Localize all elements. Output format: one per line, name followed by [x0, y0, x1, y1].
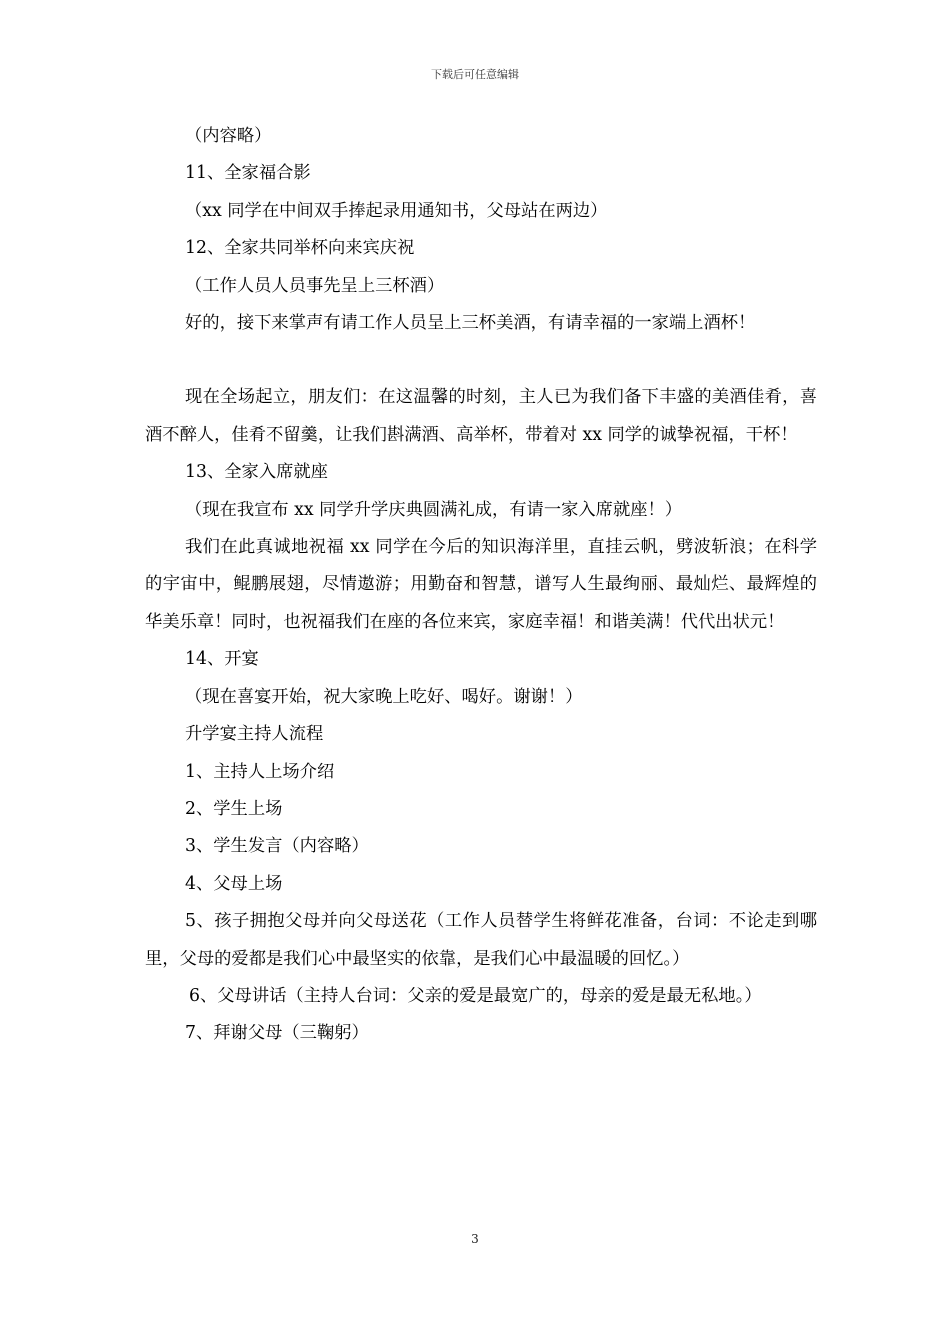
paragraph: （现在我宣布 xx 同学升学庆典圆满礼成，有请一家入席就座！）: [185, 499, 683, 520]
list-item: 6、父母讲话（主持人台词：父亲的爱是最宽广的，母亲的爱是最无私地。）: [189, 985, 762, 1006]
list-item: 7、拜谢父母（三鞠躬）: [185, 1023, 369, 1044]
paragraph: 现在全场起立，朋友们：在这温馨的时刻，主人已为我们备下丰盛的美酒佳肴，喜酒不醉人，佳肴不留羹，让我们斟满酒、高举杯，带着对 xx 同学的诚挚祝福，干杯！: [145, 387, 817, 445]
document-body: [145, 118, 817, 1053]
section-heading: 13、全家入席就座: [185, 462, 328, 483]
page-number: 3: [471, 1232, 479, 1246]
blank-line: [145, 342, 817, 379]
page-header: 下载后可任意编辑: [431, 68, 519, 81]
paragraph: （xx 同学在中间双手捧起录用通知书，父母站在两边）: [185, 200, 608, 221]
list-item: 2、学生上场: [185, 798, 283, 819]
list-item: 5、孩子拥抱父母并向父母送花（工作人员替学生将鲜花准备，台词：不论走到哪里，父母的爱都是我们心中最坚实的依靠，是我们心中最温暖的回忆。）: [145, 911, 817, 969]
section-heading: 11、全家福合影: [185, 163, 311, 184]
paragraph: （现在喜宴开始，祝大家晚上吃好、喝好。谢谢！）: [185, 686, 583, 707]
section-title: 升学宴主持人流程: [185, 724, 324, 745]
section-heading: 14、开宴: [185, 649, 259, 670]
paragraph: （工作人员人员事先呈上三杯酒）: [185, 275, 445, 296]
paragraph: （内容略）: [185, 126, 272, 146]
section-heading: 12、全家共同举杯向来宾庆祝: [185, 238, 415, 259]
list-item: 4、父母上场: [185, 873, 283, 894]
paragraph: 好的，接下来掌声有请工作人员呈上三杯美酒，有请幸福的一家端上酒杯！: [185, 313, 756, 334]
list-item: 3、学生发言（内容略）: [185, 836, 369, 857]
list-item: 1、主持人上场介绍: [185, 761, 335, 782]
paragraph: 我们在此真诚地祝福 xx 同学在今后的知识海洋里，直挂云帆，劈波斩浪；在科学的宇宙中，鲲鹏展翅，尽情遨游；用勤奋和智慧，谱写人生最绚丽、最灿烂、最辉煌的华美乐章！同时，也祝福我们在座的各位来宾，家庭幸福！和谐美满！代代出状元！: [145, 537, 817, 632]
